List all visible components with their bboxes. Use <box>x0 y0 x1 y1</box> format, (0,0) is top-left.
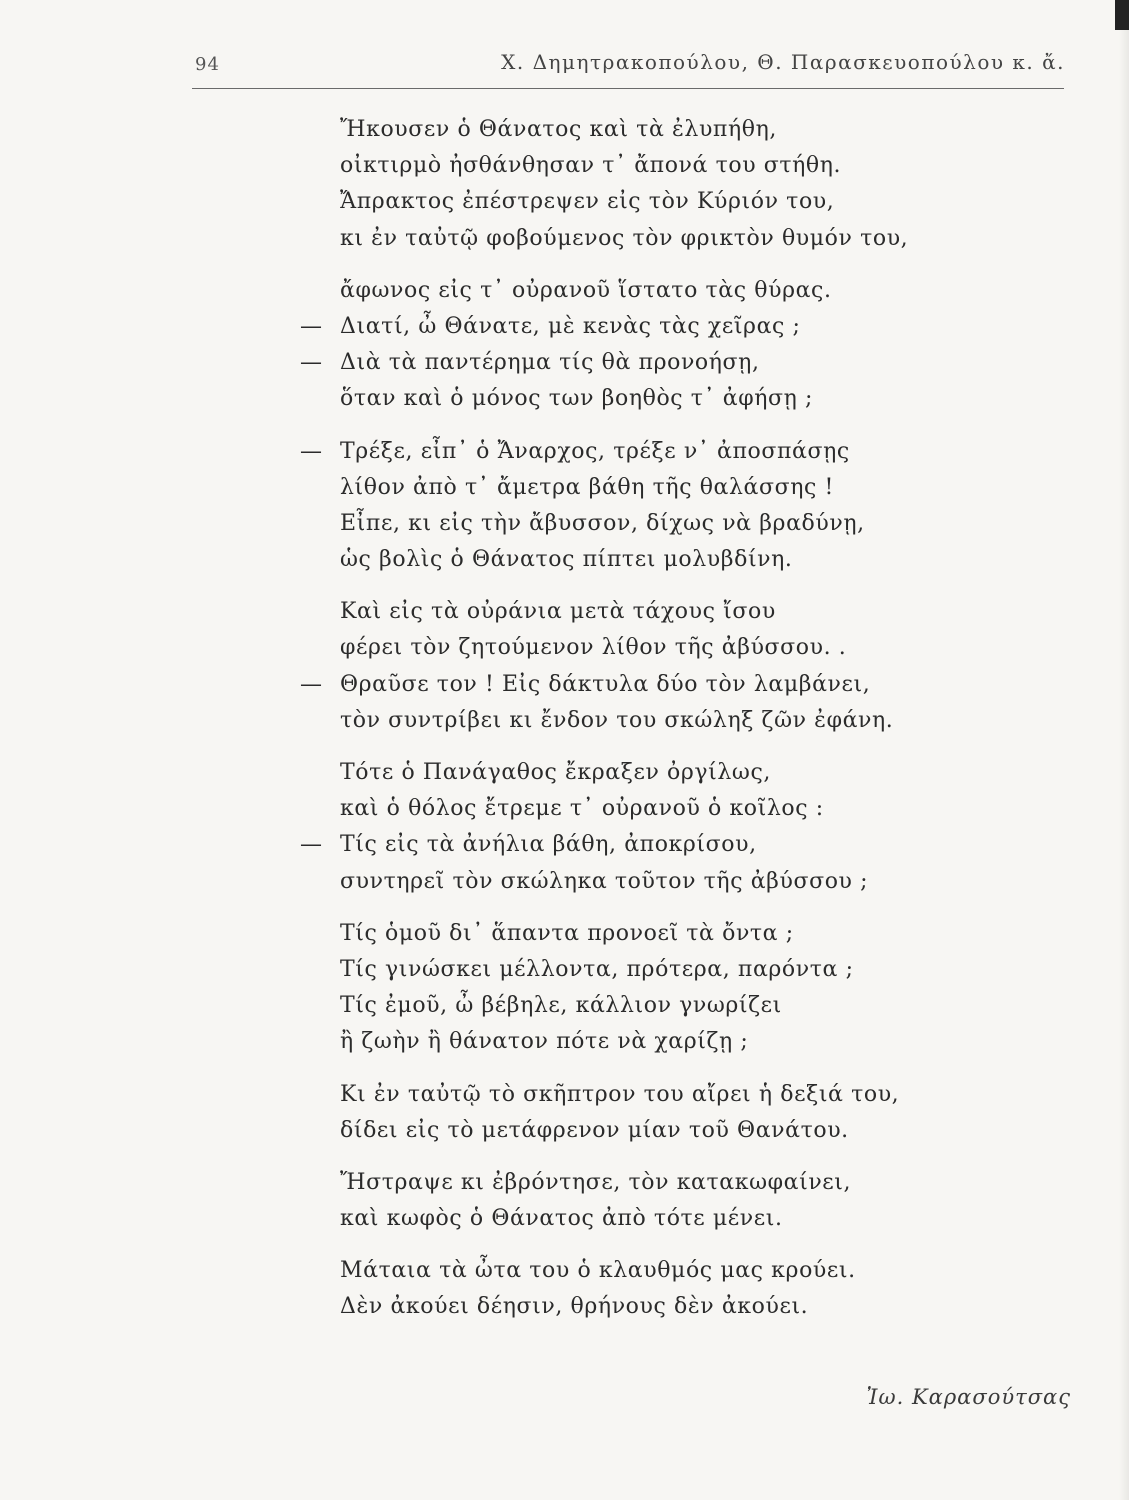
poem-line <box>300 827 1020 863</box>
poem-line <box>300 273 1020 309</box>
poem-line <box>300 221 1020 257</box>
line-text: συντηρεῖ τὸν σκώληκα τοῦτον τῆς ἀβύσσου ; <box>340 868 869 894</box>
poem-line <box>300 864 1020 900</box>
line-text: Τίς εἰς τὰ ἀνήλια βάθη, ἀποκρίσου, <box>340 832 757 858</box>
dialogue-dash: — <box>300 671 323 697</box>
line-text: ἄφωνος εἰς τ᾿ οὐρανοῦ ἵστατο τὰς θύρας. <box>340 277 832 303</box>
poem-line <box>300 1165 1020 1201</box>
stanza <box>300 434 1020 579</box>
poem-line <box>300 148 1020 184</box>
poem-line <box>300 594 1020 630</box>
poem-line <box>300 630 1020 666</box>
line-text: λίθον ἀπὸ τ᾿ ἄμετρα βάθη τῆς θαλάσσης ! <box>340 474 834 500</box>
line-text: Διατί, ὦ Θάνατε, μὲ κενὰς τὰς χεῖρας ; <box>340 313 801 339</box>
poem-line <box>300 112 1020 148</box>
poem-line <box>300 470 1020 506</box>
dialogue-dash: — <box>300 832 323 858</box>
line-text: Ἄπρακτος ἐπέστρεψεν εἰς τὸν Κύριόν του, <box>340 189 835 215</box>
line-text: καὶ κωφὸς ὁ Θάνατος ἀπὸ τότε μένει. <box>340 1206 783 1232</box>
line-text: Τότε ὁ Πανάγαθος ἔκραξεν ὀργίλως, <box>340 760 771 785</box>
stanza <box>300 755 1020 900</box>
page-number: 94 <box>195 54 220 75</box>
poem-line <box>300 1024 1020 1060</box>
poem-line <box>300 988 1020 1024</box>
line-text: δίδει εἰς τὸ μετάφρενον μίαν τοῦ Θανάτου. <box>340 1117 849 1143</box>
stanza-gap <box>300 1237 1020 1253</box>
poem <box>300 112 1020 1326</box>
running-head: Χ. Δημητρακοπούλου, Θ. Παρασκευοπούλου κ. ἄ. <box>501 50 1065 74</box>
line-text: Τρέξε, εἶπ᾿ ὁ Ἄναρχος, τρέξε ν᾿ ἀποσπάσῃς <box>340 438 850 464</box>
poem-line <box>300 506 1020 542</box>
line-text: Θραῦσε τον ! Εἰς δάκτυλα δύο τὸν λαμβάνει, <box>340 671 871 697</box>
line-text: οἰκτιρμὸ ἠσθάνθησαν τ᾿ ἄπονά του στήθη. <box>340 153 842 179</box>
poem-line <box>300 381 1020 417</box>
line-text: Κι ἐν ταὐτῷ τὸ σκῆπτρον του αἴρει ἡ δεξιά του, <box>340 1081 900 1107</box>
line-text: ἢ ζωὴν ἢ θάνατον πότε νὰ χαρίζῃ ; <box>340 1029 749 1055</box>
line-text: Ἤκουσεν ὁ Θάνατος καὶ τὰ ἐλυπήθη, <box>340 117 777 142</box>
page-edge-shadow <box>1119 0 1129 1500</box>
line-text: Ἤστραψε κι ἐβρόντησε, τὸν κατακωφαίνει, <box>340 1169 852 1195</box>
stanza <box>300 916 1020 1061</box>
line-text: Δὲν ἀκούει δέησιν, θρήνους δὲν ἀκούει. <box>340 1294 809 1320</box>
stanza-gap <box>300 900 1020 916</box>
stanza-gap <box>300 578 1020 594</box>
poem-line <box>300 916 1020 952</box>
poem-line <box>300 791 1020 827</box>
stanza <box>300 1077 1020 1149</box>
header-rule <box>192 88 1064 89</box>
line-text: Εἶπε, κι εἰς τὴν ἄβυσσον, δίχως νὰ βραδύνῃ, <box>340 510 865 536</box>
poem-line <box>300 1077 1020 1113</box>
poem-line <box>300 184 1020 220</box>
poem-line <box>300 667 1020 703</box>
stanza <box>300 112 1020 257</box>
line-text: Καὶ εἰς τὰ οὐράνια μετὰ τάχους ἴσου <box>340 599 776 625</box>
line-text: ὡς βολὶς ὁ Θάνατος πίπτει μολυβδίνη. <box>340 547 793 573</box>
poem-line <box>300 345 1020 381</box>
stanza-gap <box>300 739 1020 755</box>
stanza <box>300 1165 1020 1237</box>
stanza-gap <box>300 257 1020 273</box>
line-text: φέρει τὸν ζητούμενον λίθον τῆς ἀβύσσου. . <box>340 635 847 661</box>
poem-line <box>300 703 1020 739</box>
line-text: ὅταν καὶ ὁ μόνος των βοηθὸς τ᾿ ἀφήσῃ ; <box>340 386 814 412</box>
dialogue-dash: — <box>300 313 323 339</box>
line-text: καὶ ὁ θόλος ἔτρεμε τ᾿ οὐρανοῦ ὁ κοῖλος : <box>340 796 824 822</box>
scan-corner-mark <box>1115 0 1129 30</box>
poem-line <box>300 1289 1020 1325</box>
stanza-gap <box>300 1061 1020 1077</box>
line-text: Τίς γινώσκει μέλλοντα, πρότερα, παρόντα ; <box>340 956 854 982</box>
poem-line <box>300 1201 1020 1237</box>
poem-line <box>300 542 1020 578</box>
stanza <box>300 594 1020 739</box>
poem-line <box>300 434 1020 470</box>
dialogue-dash: — <box>300 350 323 376</box>
poem-line <box>300 1113 1020 1149</box>
line-text: τὸν συντρίβει κι ἔνδον του σκώληξ ζῶν ἐφάνη. <box>340 707 894 733</box>
poem-line <box>300 952 1020 988</box>
line-text: Διὰ τὰ παντέρημα τίς θὰ προνοήσῃ, <box>340 350 760 376</box>
stanza-gap <box>300 1149 1020 1165</box>
line-text: Μάταια τὰ ὦτα του ὁ κλαυθμός μας κρούει. <box>340 1258 856 1284</box>
line-text: Τίς ἐμοῦ, ὦ βέβηλε, κάλλιον γνωρίζει <box>340 993 782 1019</box>
line-text: Τίς ὁμοῦ δι᾿ ἅπαντα προνοεῖ τὰ ὄντα ; <box>340 920 794 946</box>
poem-line <box>300 309 1020 345</box>
stanza <box>300 1253 1020 1325</box>
stanza <box>300 273 1020 418</box>
stanza-gap <box>300 418 1020 434</box>
page-header <box>195 46 1065 82</box>
dialogue-dash: — <box>300 438 323 464</box>
line-text: κι ἐν ταὐτῷ φοβούμενος τὸν φρικτὸν θυμόν του, <box>340 225 909 251</box>
poem-line <box>300 1253 1020 1289</box>
poem-line <box>300 755 1020 791</box>
author-signature: Ἰω. Καρασούτσας <box>866 1385 1071 1409</box>
